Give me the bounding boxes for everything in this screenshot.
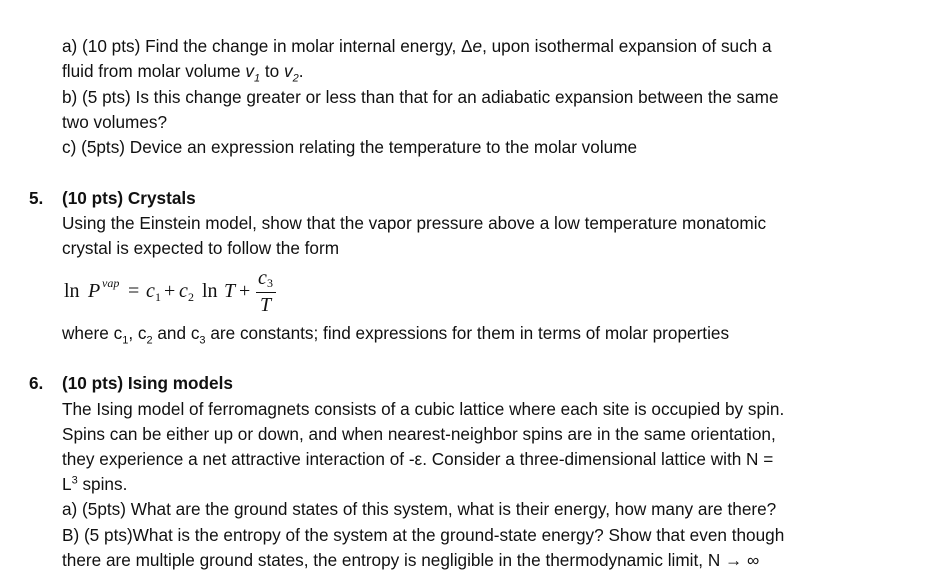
where-and: and c [152, 323, 200, 343]
lattice-exponent: 3 [71, 474, 78, 487]
delta-symbol: Δ [461, 36, 473, 56]
eq-c3-sub: 3 [267, 276, 273, 290]
where-prefix: where c [62, 323, 123, 343]
q6-line4 [62, 473, 127, 495]
where-c1-sub: 1 [122, 334, 129, 347]
spins-text: spins. [77, 474, 128, 494]
delta-variable: e [472, 36, 483, 56]
q6-line1: The Ising model of ferromagnets consists of a cubic lattice where each site is occupied by spin. [62, 399, 785, 419]
q5-line1: Using the Einstein model, show that the vapor pressure above a low temperature monatomic [62, 213, 767, 233]
part-b-line2: two volumes? [62, 112, 168, 132]
q6-line6: B) (5 pts)What is the entropy of the system at the ground-state energy? Show that even though [62, 525, 785, 545]
q6-line5: a) (5pts) What are the ground states of this system, what is their energy, how many are there? [62, 499, 777, 519]
q5-title: (10 pts) Crystals [62, 188, 196, 208]
to-word: to [260, 61, 284, 81]
where-suffix: are constants; find expressions for them in terms of molar properties [205, 323, 730, 343]
eq-P: P [88, 280, 101, 302]
eq-lnT: ln [202, 280, 218, 302]
part-a-line1 [62, 35, 772, 57]
eq-c2: c [179, 280, 188, 302]
q5-line2: crystal is expected to follow the form [62, 238, 340, 258]
eq-vap: vap [102, 276, 120, 290]
v2-subscript: 2 [292, 72, 299, 85]
part-c-line1: c) (5pts) Device an expression relating the temperature to the molar volume [62, 137, 638, 157]
eq-T: T [224, 280, 236, 302]
part-a-line2-suffix: . [298, 61, 304, 81]
eq-c3: c [258, 267, 267, 289]
eq-c1: c [146, 280, 155, 302]
part-a-text: a) (10 pts) Find the change in molar internal energy, [62, 36, 462, 56]
eq-plus1: + [164, 280, 176, 302]
where-c2-sub: 2 [146, 334, 153, 347]
part-a-line2-prefix: fluid from molar volume [62, 61, 246, 81]
v2-symbol: v [284, 61, 293, 81]
eq-c2-sub: 2 [188, 290, 194, 304]
q6-title: (10 pts) Ising models [62, 373, 233, 393]
lattice-L: L [62, 474, 72, 494]
q6-line2: Spins can be either up or down, and when nearest-neighbor spins are in the same orientation, [62, 424, 776, 444]
q6-number: 6. [29, 373, 44, 393]
v1-symbol: v [245, 61, 254, 81]
part-a-text-end: , upon isothermal expansion of such a [482, 36, 772, 56]
q6-line7: there are multiple ground states, the entropy is negligible in the thermodynamic limit, N → ∞ [62, 550, 760, 570]
q6-line3: they experience a net attractive interaction of -ε. Consider a three-dimensional lattice with N = [62, 449, 774, 469]
q5-where-line [62, 322, 730, 347]
v1-subscript: 1 [253, 72, 261, 85]
where-sep: , c [128, 323, 147, 343]
part-b-line1: b) (5 pts) Is this change greater or less than that for an adiabatic expansion between the same [62, 87, 779, 107]
eq-equals: = [128, 280, 140, 302]
eq-c1-sub: 1 [155, 290, 161, 304]
q5-number: 5. [29, 188, 44, 208]
eq-T-denominator: T [260, 294, 272, 316]
eq-ln: ln [64, 280, 80, 302]
where-c3-sub: 3 [199, 334, 206, 347]
eq-plus2: + [239, 280, 251, 302]
part-a-line2 [62, 60, 304, 85]
